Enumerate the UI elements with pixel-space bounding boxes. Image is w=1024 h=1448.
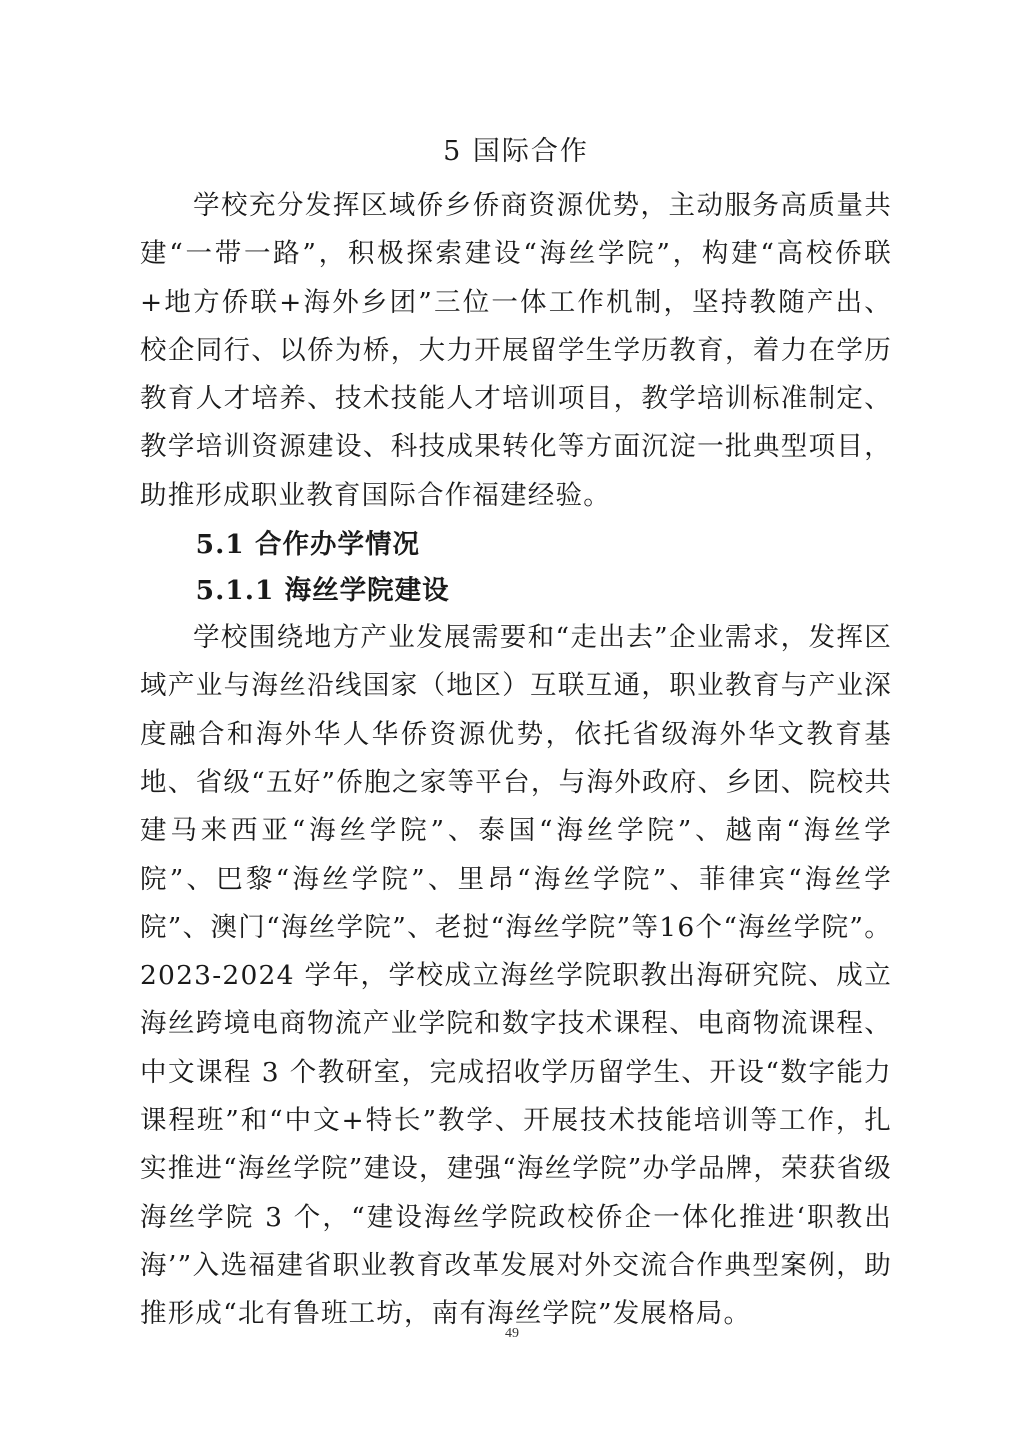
subsubsection-heading: 5.1.1 海丝学院建设: [195, 575, 450, 607]
page-number: 49: [505, 1326, 519, 1341]
body-paragraph: 学校围绕地方产业发展需要和“走出去”企业需求，发挥区域产业与海丝沿线国家（地区）互联互通，职业教育与产业深度融合和海外华人华侨资源优势，依托省级海外华文教育基地、省级“五好”侨胞之家等平台，与海外政府、乡团、院校共建马来西亚“海丝学院”、泰国“海丝学院”、越南“海丝学院”、巴黎“海丝学院”、里昂“海丝学院”、菲律宾“海丝学院”、澳门“海丝学院”、老挝“海丝学院”等16个“海丝学院”。2023-2024 学年，学校成立海丝学院职教出海研究院、成立海丝跨境电商物流产业学院和数字技术课程、电商物流课程、中文课程 3 个教研室，完成招收学历留学生、开设“数字能力课程班”和“中文+特长”教学、开展技术技能培训等工作，扎实推进“海丝学院”建设，建强“海丝学院”办学品牌，荣获省级海丝学院 3 个，“建设海丝学院政校侨企一体化推进‘职教出海’”入选福建省职业教育改革发展对外交流合作典型案例，助推形成“北有鲁班工坊，南有海丝学院”发展格局。: [140, 622, 892, 1330]
subsection-heading: 5.1 合作办学情况: [195, 529, 420, 561]
document-page: [140, 128, 892, 1339]
chapter-title: 5 国际合作: [443, 136, 589, 167]
intro-paragraph: 学校充分发挥区域侨乡侨商资源优势，主动服务高质量共建“一带一路”，积极探索建设“海丝学院”，构建“高校侨联+地方侨联+海外乡团”三位一体工作机制，坚持教随产出、校企同行、以侨为桥，大力开展留学生学历教育，着力在学历教育人才培养、技术技能人才培训项目，教学培训标准制定、教学培训资源建设、科技成果转化等方面沉淀一批典型项目，助推形成职业教育国际合作福建经验。: [140, 190, 892, 511]
